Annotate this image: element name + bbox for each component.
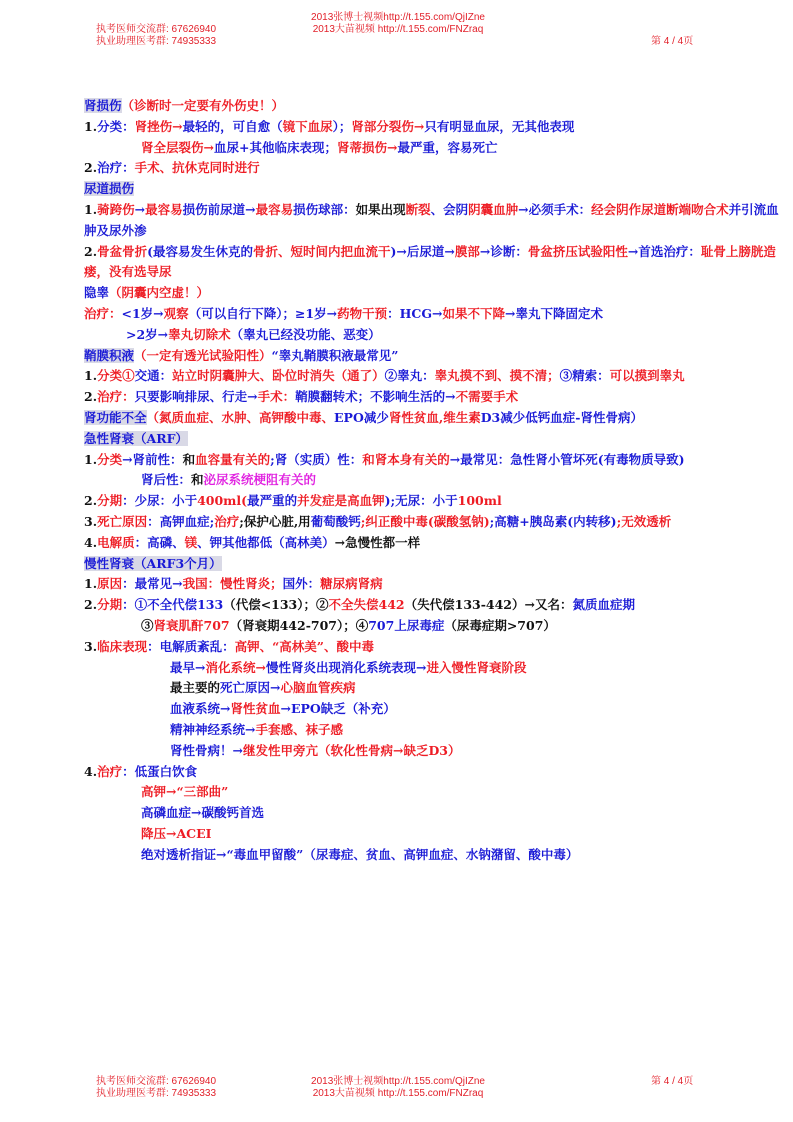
- text-segment: 只要影响排尿、行走→: [134, 389, 258, 405]
- text-segment: 1.: [84, 451, 98, 467]
- section-heading: 鞘膜积液: [84, 347, 135, 363]
- text-segment: 葡萄酸钙: [310, 513, 361, 529]
- text-segment: 如果不下降: [442, 305, 506, 321]
- text-segment: 手术、抗休克同时进行: [134, 160, 260, 176]
- text-segment: 2.: [84, 160, 98, 176]
- header-promo-link[interactable]: 2013张博士视频http://t.155.com/QjIZne: [311, 12, 485, 23]
- footer-promo-link[interactable]: 2013张博士视频http://t.155.com/QjIZne: [311, 1076, 485, 1087]
- text-segment: ③: [141, 617, 154, 633]
- text-segment: 、钾其他都低（高林美）: [197, 534, 335, 550]
- text-line: [84, 117, 784, 138]
- text-segment: 2.: [84, 597, 98, 613]
- text-line: [84, 574, 784, 595]
- text-segment: );无尿：小于: [384, 493, 458, 509]
- text-segment: →: [134, 201, 146, 217]
- text-segment: 血尿+其他临床表现；: [213, 139, 337, 155]
- text-segment: 进入慢性肾衰阶段: [426, 659, 527, 675]
- text-segment: 氮质血症期: [572, 597, 635, 613]
- text-segment: 和: [182, 451, 196, 467]
- text-segment: 、会阴: [430, 201, 469, 217]
- text-segment: 血容量有关的: [195, 451, 271, 467]
- section-heading: 肾功能不全: [84, 409, 147, 425]
- text-segment: 2.: [84, 243, 98, 259]
- text-segment: （可以自行下降）；≥1岁→: [188, 305, 338, 321]
- text-line: [84, 366, 784, 387]
- text-line: [84, 200, 784, 242]
- section-heading-line: [84, 408, 784, 429]
- text-segment: 肾性骨病！→: [170, 742, 243, 758]
- text-segment: 肾衰肌酐707: [153, 617, 230, 633]
- text-segment: （肾衰期442-707）；④: [229, 617, 369, 633]
- text-line: [84, 138, 784, 159]
- text-segment: 慢性肾炎出现消化系统表现→: [265, 659, 427, 675]
- text-segment: ：HCG→: [387, 305, 443, 321]
- text-segment: 并引流血肿及尿外渗: [84, 201, 779, 238]
- text-segment: 消化系统→: [205, 659, 266, 675]
- footer-page-number: 第 4 / 4页: [651, 1076, 694, 1087]
- text-segment: (最容易发生休克的: [147, 243, 253, 259]
- section-heading: 肾损伤: [84, 98, 122, 113]
- text-segment: 最轻的，可自愈（: [182, 118, 283, 134]
- text-line: [84, 699, 784, 720]
- text-segment: 治疗: [97, 763, 123, 779]
- text-segment: 电解质: [97, 534, 135, 550]
- text-segment: 断裂: [405, 201, 431, 217]
- text-segment: ;保护心脏,用: [239, 513, 311, 529]
- section-heading: 尿道损伤: [84, 181, 135, 197]
- text-line: [84, 158, 784, 179]
- header-group-info: [96, 24, 216, 48]
- section-heading-line: [84, 346, 784, 367]
- text-segment: 最容易: [145, 201, 183, 217]
- text-segment: 我国：慢性肾炎；: [182, 576, 283, 592]
- text-segment: 肾部分裂伤→: [351, 118, 425, 134]
- text-line: [84, 845, 784, 866]
- text-segment: 泌尿系统梗阻有关的: [203, 472, 317, 488]
- text-segment: 观察: [163, 305, 189, 321]
- text-segment: ：高磷、: [134, 534, 185, 550]
- text-segment: 高磷血症→碳酸钙首选: [141, 805, 264, 821]
- text-line: [84, 533, 784, 554]
- text-segment: ;肾（实质）性：: [270, 451, 363, 467]
- text-segment: 最严重的: [247, 493, 298, 509]
- text-segment: “睾丸鞘膜积液最常见”: [271, 347, 399, 363]
- text-segment: （尿毒症期>707）: [444, 617, 556, 633]
- text-segment: ②睾丸：: [384, 368, 435, 384]
- text-segment: 1.: [84, 576, 98, 592]
- footer-group-line: 执业助理医考群: 74935333: [96, 1088, 217, 1099]
- text-segment: 肾挫伤→: [134, 118, 183, 134]
- text-segment: 绝对透析指证→“毒血甲留酸”（尿毒症、贫血、高钾血症、水钠潴留、酸中毒）: [141, 846, 579, 862]
- text-segment: 1.: [84, 368, 98, 384]
- text-line: [84, 470, 784, 491]
- text-line: [84, 720, 784, 741]
- text-segment: 4.: [84, 534, 98, 550]
- text-segment: 站立时阴囊肿大、卧位时消失（通了）: [172, 368, 385, 384]
- text-segment: ）；: [332, 118, 352, 134]
- text-segment: 707上尿毒症: [368, 617, 445, 633]
- text-segment: 不需要手术: [455, 389, 519, 405]
- text-segment: 不全失偿: [328, 597, 379, 613]
- text-segment: ：①不全代偿: [122, 597, 198, 613]
- text-segment: 442: [378, 597, 405, 613]
- text-segment: 糖尿病肾病: [320, 576, 383, 592]
- text-segment: 只有明显血尿，无其他表现: [424, 118, 575, 134]
- text-segment: 分类：: [97, 118, 135, 134]
- section-heading-line: [84, 179, 784, 200]
- text-segment: 原因: [97, 576, 123, 592]
- text-segment: →首选治疗：: [627, 243, 701, 259]
- text-segment: )→后尿道→: [390, 243, 455, 259]
- text-segment: 耻骨上膀胱造瘘，没有选导尿: [84, 243, 776, 280]
- text-line: [84, 803, 784, 824]
- text-segment: 高钾、“高林美”、酸中毒: [234, 638, 374, 654]
- footer-group-line: 执考医师交流群: 67626940: [96, 1076, 217, 1087]
- text-segment: 2.: [84, 389, 98, 405]
- text-segment: 和肾本身有关的: [362, 451, 450, 467]
- section-heading: 急性肾衰（ARF）: [84, 430, 188, 446]
- text-segment: （诊断时一定要有外伤史！）: [121, 98, 285, 113]
- text-segment: 肾性贫血: [230, 701, 281, 717]
- text-segment: ：低蛋白饮食: [122, 763, 198, 779]
- text-segment: ：少尿：小于: [122, 493, 198, 509]
- text-segment: 最早→: [170, 659, 206, 675]
- text-segment: 分类①: [97, 368, 135, 384]
- text-segment: EPO减少: [334, 409, 389, 425]
- text-segment: 3.: [84, 513, 98, 529]
- text-segment: 交通：: [134, 368, 173, 384]
- text-line: [84, 658, 784, 679]
- text-segment: 3.: [84, 638, 98, 654]
- text-segment: 骨盆骨折: [97, 243, 148, 259]
- text-segment: →最常见：急性肾小管坏死(有毒物质导致): [449, 451, 685, 467]
- text-segment: 和: [191, 472, 204, 488]
- text-segment: 血液系统→: [170, 701, 231, 717]
- text-segment: →诊断：: [479, 243, 528, 259]
- text-segment: 分期: [97, 597, 123, 613]
- text-segment: 损伤球部：: [293, 201, 356, 217]
- text-segment: 1.: [84, 201, 98, 217]
- text-line: [84, 637, 784, 658]
- text-segment: 肾后性：: [141, 472, 192, 488]
- text-segment: 肾全层裂伤→: [141, 139, 214, 155]
- text-segment: 骑跨伤: [97, 201, 135, 217]
- text-segment: ：最常见→: [122, 576, 183, 592]
- text-segment: 继发性甲旁亢（软化性骨病→缺乏D3）: [242, 742, 461, 758]
- text-segment: 可以摸到睾丸: [609, 368, 685, 384]
- text-segment: 治疗：: [97, 389, 135, 405]
- footer-promo: [298, 1076, 498, 1100]
- text-segment: →EPO缺乏（补充）: [280, 701, 396, 717]
- text-segment: 1.: [84, 118, 98, 134]
- section-heading-line: [84, 554, 784, 575]
- text-line: [84, 491, 784, 512]
- text-segment: 100ml: [457, 493, 502, 509]
- text-segment: 手术：: [257, 389, 296, 405]
- text-segment: 鞘膜翻转术；不影响生活的→: [295, 389, 456, 405]
- text-segment: 治疗：: [97, 160, 135, 176]
- text-segment: 4.: [84, 763, 98, 779]
- text-segment: 骨盆挤压试验阳性: [527, 243, 628, 259]
- text-segment: 膜部: [454, 243, 480, 259]
- text-segment: 最主要的: [170, 680, 221, 696]
- text-segment: 400ml(: [197, 493, 248, 509]
- text-segment: 最容易: [255, 201, 294, 217]
- footer-group-info: [96, 1076, 216, 1100]
- header-page-number: 第 4 / 4页: [651, 36, 694, 47]
- text-segment: 并发症是高血钾: [297, 493, 385, 509]
- text-segment: 镁: [184, 534, 198, 550]
- text-segment: 分类: [97, 451, 123, 467]
- text-segment: 损伤前尿道→: [182, 201, 256, 217]
- text-segment: ;无效透析: [616, 513, 672, 529]
- text-line: [84, 824, 784, 845]
- text-line: [84, 304, 784, 325]
- page-footer: [0, 1076, 793, 1116]
- text-segment: ;高糖+胰岛素(内转移): [489, 513, 617, 529]
- text-segment: 治疗: [214, 513, 240, 529]
- footer-promo-link[interactable]: 2013大苗视频 http://t.155.com/FNZraq: [312, 1088, 484, 1099]
- text-segment: 精神神经系统→: [170, 721, 256, 737]
- text-line: [84, 325, 784, 346]
- text-segment: →急慢性都一样: [334, 534, 421, 550]
- text-segment: >2岁→: [126, 326, 169, 342]
- header-promo: [298, 12, 498, 36]
- text-segment: 阴囊血肿: [468, 201, 519, 217]
- text-line: [84, 242, 784, 284]
- text-line: [84, 782, 784, 803]
- text-segment: 药物干预: [337, 305, 388, 321]
- text-segment: D3减少低钙血症-肾性骨病）: [480, 409, 643, 425]
- text-segment: 国外：: [282, 576, 321, 592]
- text-segment: 死亡原因: [97, 513, 148, 529]
- text-segment: 镜下血尿: [282, 118, 333, 134]
- text-line: [84, 741, 784, 762]
- text-segment: （氮质血症、水肿、高钾酸中毒、: [146, 409, 335, 425]
- text-segment: （阴囊内空虚！）: [109, 285, 210, 301]
- text-segment: ;纠正酸中毒(碳酸氢钠): [360, 513, 490, 529]
- text-segment: 骨折、短时间内把血流干: [253, 243, 391, 259]
- text-segment: ：高钾血症;: [147, 513, 215, 529]
- text-line: [84, 678, 784, 699]
- text-segment: 肾性贫血,维生素: [388, 409, 481, 425]
- text-segment: 死亡原因→: [220, 680, 281, 696]
- text-segment: 肾蒂损伤→: [336, 139, 398, 155]
- text-segment: 经会阴作尿道断端吻合术: [591, 201, 729, 217]
- text-segment: <1岁→: [121, 305, 164, 321]
- text-segment: 分期: [97, 493, 123, 509]
- text-segment: （代偿<133）；②: [223, 597, 329, 613]
- text-segment: 降压→ACEI: [141, 825, 212, 841]
- text-segment: 高钾→“三部曲”: [141, 784, 229, 800]
- text-segment: ③精索：: [559, 368, 610, 384]
- text-segment: →必须手术：: [518, 201, 592, 217]
- header-group-line: 执考医师交流群: 67626940: [96, 24, 217, 35]
- text-segment: 133: [197, 597, 224, 613]
- document-body: [84, 96, 784, 865]
- text-segment: 如果出现: [355, 201, 406, 217]
- header-group-line: 执业助理医考群: 74935333: [96, 36, 217, 47]
- text-segment: （失代偿133-442）→又名：: [404, 597, 573, 613]
- text-line: [84, 762, 784, 783]
- text-segment: 睾丸切除术: [168, 326, 231, 342]
- text-segment: 手套感、袜子感: [255, 721, 343, 737]
- header-promo-link[interactable]: 2013大苗视频 http://t.155.com/FNZraq: [312, 24, 484, 35]
- page-header: [0, 12, 793, 52]
- section-heading: 慢性肾衰（ARF3个月）: [84, 555, 222, 571]
- text-segment: 治疗：: [84, 305, 122, 321]
- text-segment: 睾丸摸不到、摸不清；: [434, 368, 560, 384]
- text-segment: 最严重，容易死亡: [397, 139, 498, 155]
- text-line: [84, 387, 784, 408]
- text-segment: 心脑血管疾病: [280, 680, 356, 696]
- text-segment: 临床表现: [97, 638, 148, 654]
- text-segment: →睾丸下降固定术: [505, 305, 604, 321]
- text-segment: 隐睾: [84, 285, 110, 301]
- text-segment: 2.: [84, 493, 98, 509]
- text-segment: ：电解质紊乱：: [147, 638, 235, 654]
- section-heading-line: [84, 96, 784, 117]
- text-line: [84, 616, 784, 637]
- text-line: [84, 283, 784, 304]
- text-line: [84, 595, 784, 616]
- section-heading-line: [84, 429, 784, 450]
- text-line: [84, 512, 784, 533]
- text-segment: （睾丸已经没功能、恶变）: [230, 326, 381, 342]
- text-segment: →肾前性：: [122, 451, 183, 467]
- text-line: [84, 450, 784, 471]
- text-segment: （一定有透光试验阳性）: [134, 347, 272, 363]
